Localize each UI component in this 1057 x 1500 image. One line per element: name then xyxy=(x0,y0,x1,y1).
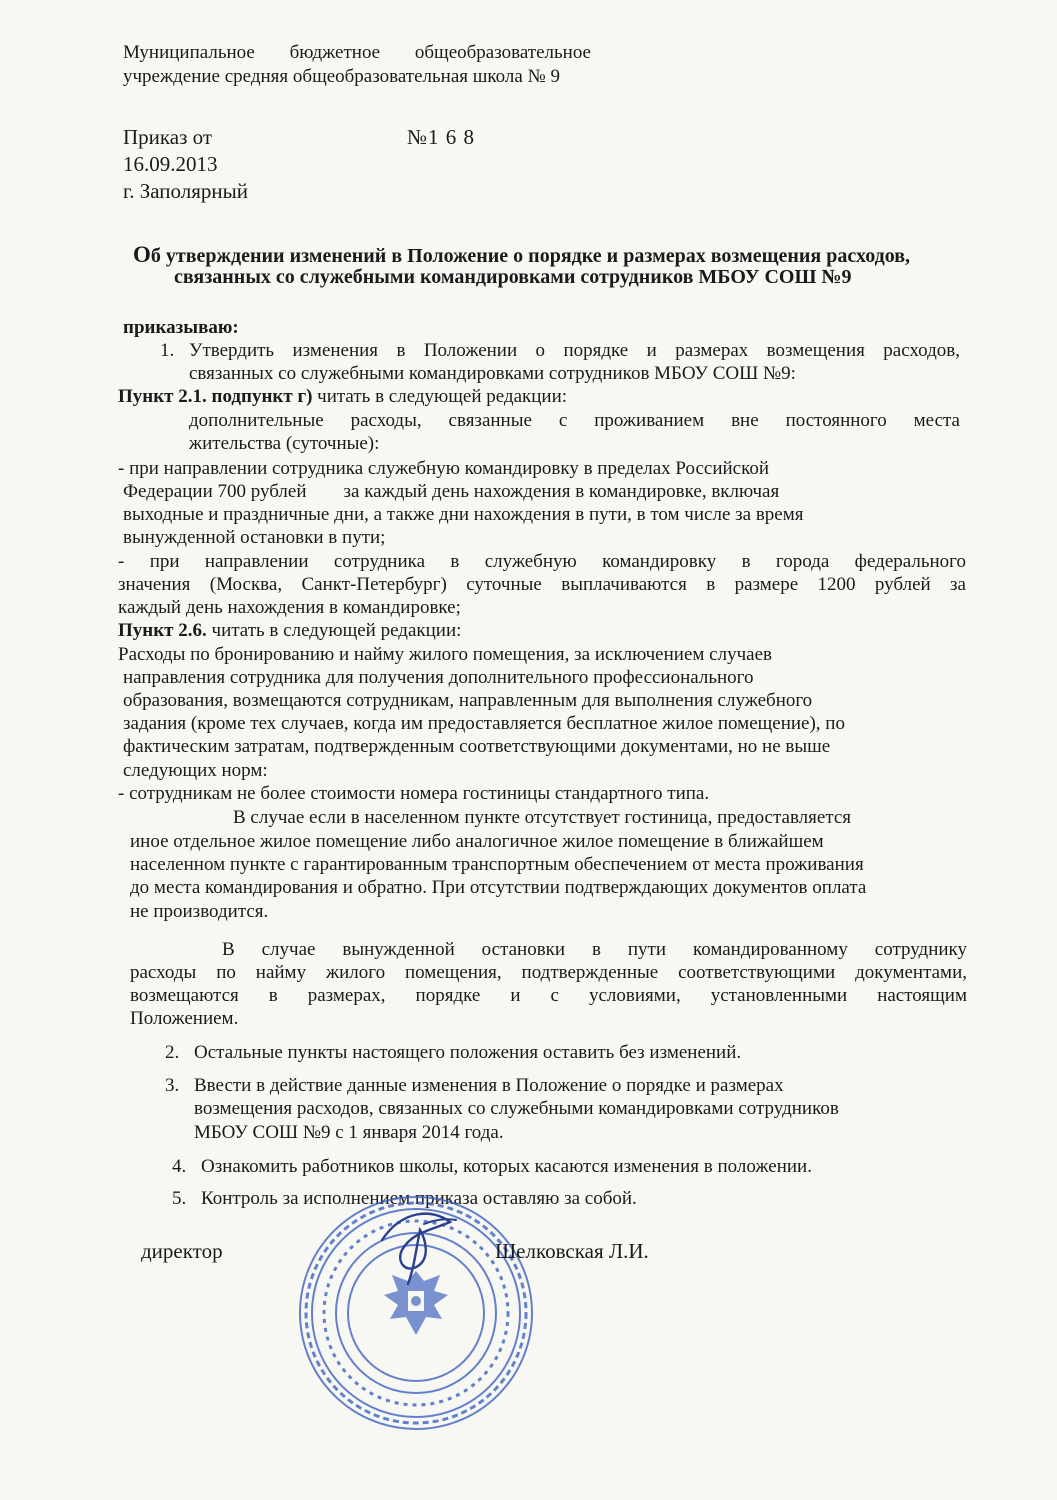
item2-number: 2. xyxy=(165,1042,180,1063)
p21-b-line4: вынужденной остановки в пути; xyxy=(123,527,386,548)
order-word: приказываю: xyxy=(123,317,239,338)
item5-number: 5. xyxy=(172,1188,187,1209)
signatory-position: директор xyxy=(141,1239,223,1263)
p26-a-line2: направления сотрудника для получения дополнительного профессионального xyxy=(123,667,754,688)
org-word-2: бюджетное xyxy=(289,42,381,63)
p21-c-line1: - при направлении сотрудника в служебную командировку в города федерального xyxy=(118,551,966,572)
item1-line2: связанных со служебными командировками сотрудников МБОУ СОШ №9: xyxy=(189,363,796,384)
order-date: 16.09.2013 xyxy=(123,152,218,176)
p26-c-line1: В случае если в населенном пункте отсутствует гостиница, предоставляется xyxy=(233,807,852,828)
title-line1-text: б утверждении изменений в Положение о порядке и размерах возмещения расходов, xyxy=(150,245,911,267)
org-word-3: общеобразовательное xyxy=(414,42,591,63)
document-title-line2: связанных со служебными командировками сотрудников МБОУ СОШ №9 xyxy=(174,266,852,288)
p26-d-line3: возмещаются в размерах, порядке и с условиями, установленными настоящим xyxy=(130,985,967,1006)
p21-b-line3: выходные и праздничные дни, а также дни нахождения в пути, в том числе за время xyxy=(123,504,804,525)
p21-c-line3: каждый день нахождения в командировке; xyxy=(118,597,461,618)
item3-line2: возмещения расходов, связанных со служебными командировками сотрудников xyxy=(194,1098,839,1119)
signatory-name: Шелковская Л.И. xyxy=(495,1239,649,1263)
p21-rest: читать в следующей редакции: xyxy=(312,386,568,407)
document-title-line1 xyxy=(133,242,910,268)
p26-a-line6: следующих норм: xyxy=(123,760,268,781)
p21-b-line2a: Федерации 700 рублей xyxy=(123,481,307,502)
item3-line3: МБОУ СОШ №9 с 1 января 2014 года. xyxy=(194,1122,504,1143)
p26-a-line5: фактическим затратам, подтвержденным соответствующими документами, но не выше xyxy=(123,736,831,757)
p26-c-line5: не производится. xyxy=(130,901,269,922)
order-city: г. Заполярный xyxy=(123,179,248,203)
p21-c-line2: значения (Москва, Санкт-Петербург) суточные выплачиваются в размере 1200 рублей за xyxy=(118,574,966,595)
item2-text: Остальные пункты настоящего положения оставить без изменений. xyxy=(194,1042,742,1063)
item3-line1: Ввести в действие данные изменения в Положение о порядке и размерах xyxy=(194,1075,784,1096)
p26-c-line4: до места командирования и обратно. При отсутствии подтверждающих документов оплата xyxy=(130,877,867,898)
p26-rest: читать в следующей редакции: xyxy=(206,620,462,641)
item5-text: Контроль за исполнением приказа оставляю за собой. xyxy=(201,1188,637,1209)
handwritten-signature xyxy=(372,1200,462,1290)
title-first-letter: О xyxy=(133,242,151,267)
p21-bold: Пункт 2.1. подпункт г) xyxy=(118,386,313,407)
p26-bold: Пункт 2.6. xyxy=(118,620,207,641)
p26-c-line3: населенном пункте с гарантированным транспортным обеспечением от места проживания xyxy=(130,854,864,875)
org-word-1: Муниципальное xyxy=(123,42,255,63)
p26-c-line2: иное отдельное жилое помещение либо аналогичное жилое помещение в ближайшем xyxy=(130,831,824,852)
p26-d-line1: В случае вынужденной остановки в пути командированному сотруднику xyxy=(222,939,967,960)
order-label: Приказ от xyxy=(123,125,213,149)
p21-a-line2: жительства (суточные): xyxy=(189,433,380,454)
p26-a-line4: задания (кроме тех случаев, когда им предоставляется бесплатное жилое помещение), по xyxy=(123,713,845,734)
item4-number: 4. xyxy=(172,1156,187,1177)
p26-d-line4: Положением. xyxy=(130,1008,239,1029)
p26-a-line1: Расходы по бронированию и найму жилого помещения, за исключением случаев xyxy=(118,644,772,665)
item1-number: 1. xyxy=(160,340,175,361)
p26-heading xyxy=(118,620,461,641)
item3-number: 3. xyxy=(165,1075,180,1096)
p21-b-line2 xyxy=(123,481,779,502)
p21-b-line1: - при направлении сотрудника служебную командировку в пределах Российской xyxy=(118,458,770,479)
p21-b-line2b: за каждый день нахождения в командировке, включая xyxy=(343,481,780,502)
p21-heading xyxy=(118,386,567,407)
p26-b-line1: - сотрудникам не более стоимости номера гостиницы стандартного типа. xyxy=(118,783,710,804)
p26-a-line3: образования, возмещаются сотрудникам, направленным для выполнения служебного xyxy=(123,690,813,711)
org-line2: учреждение средняя общеобразовательная школа № 9 xyxy=(123,66,560,87)
p21-a-line1: дополнительные расходы, связанные с проживанием вне постоянного места xyxy=(189,410,960,431)
order-number: №1 6 8 xyxy=(407,125,476,149)
p26-d-line2: расходы по найму жилого помещения, подтвержденные соответствующими документами, xyxy=(130,962,967,983)
item1-line1: Утвердить изменения в Положении о порядке и размерах возмещения расходов, xyxy=(189,340,960,361)
item4-text: Ознакомить работников школы, которых касаются изменения в положении. xyxy=(201,1156,812,1177)
org-line1 xyxy=(123,42,591,63)
